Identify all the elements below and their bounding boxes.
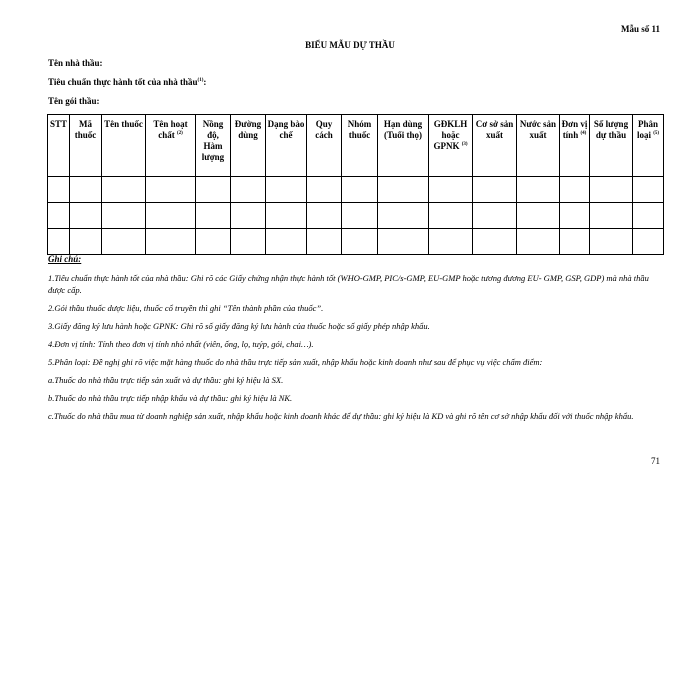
footnote-ref: (4) (580, 131, 587, 136)
table-row (48, 203, 664, 229)
table-cell[interactable] (231, 229, 266, 255)
table-cell[interactable] (590, 203, 633, 229)
column-header-label: Đơn vị tính (561, 119, 588, 140)
column-header (146, 115, 196, 177)
column-header (342, 115, 378, 177)
table-cell[interactable] (517, 229, 560, 255)
table-cell[interactable] (48, 177, 70, 203)
column-header-label: Nhóm thuốc (347, 119, 372, 140)
table-cell[interactable] (266, 229, 307, 255)
note-item: 5.Phân loại: Đề nghị ghi rõ việc mặt hàng thuốc do nhà thầu trực tiếp sản xuất, nhập khẩu hoặc kinh doanh như sau để phục vụ việc chấm điểm: (48, 357, 543, 367)
package-name-field: Tên gói thầu: (48, 96, 100, 106)
table-cell[interactable] (102, 203, 146, 229)
table-cell[interactable] (70, 203, 102, 229)
contractor-name-field: Tên nhà thầu: (48, 58, 103, 68)
table-cell[interactable] (560, 203, 590, 229)
table-cell[interactable] (70, 229, 102, 255)
table-cell[interactable] (196, 229, 231, 255)
table-cell[interactable] (517, 177, 560, 203)
table-cell[interactable] (517, 203, 560, 229)
gmp-standard-label: Tiêu chuẩn thực hành tốt của nhà thầu (48, 77, 198, 87)
table-cell[interactable] (70, 177, 102, 203)
table-cell[interactable] (146, 177, 196, 203)
table-cell[interactable] (231, 203, 266, 229)
table-cell[interactable] (378, 203, 429, 229)
table-cell[interactable] (48, 229, 70, 255)
column-header-label: GĐKLH hoặc GPNK (433, 119, 468, 151)
table-cell[interactable] (307, 229, 342, 255)
column-header-label: Phân loại (636, 119, 658, 140)
note-item: 4.Đơn vị tính: Tính theo đơn vị tính nhỏ nhất (viên, ống, lọ, tuýp, gói, chai…). (48, 339, 314, 349)
form-number: Mẫu số 11 (620, 24, 660, 34)
gmp-standard-colon: : (203, 77, 207, 87)
column-header (517, 115, 560, 177)
column-header-label: Quy cách (315, 119, 333, 140)
column-header (231, 115, 266, 177)
column-header (48, 115, 70, 177)
bid-table (47, 114, 664, 255)
column-header (378, 115, 429, 177)
column-header (196, 115, 231, 177)
table-cell[interactable] (196, 177, 231, 203)
column-header (307, 115, 342, 177)
table-cell[interactable] (102, 177, 146, 203)
column-header-label: Cơ sở sản xuất (475, 119, 514, 140)
form-title: BIỂU MẪU DỰ THẦU (305, 40, 395, 50)
table-cell[interactable] (633, 203, 664, 229)
column-header (560, 115, 590, 177)
table-cell[interactable] (473, 177, 517, 203)
column-header-label: Dạng bào chế (267, 119, 305, 140)
column-header (429, 115, 473, 177)
table-cell[interactable] (560, 177, 590, 203)
table-cell[interactable] (342, 177, 378, 203)
column-header (70, 115, 102, 177)
table-cell[interactable] (429, 177, 473, 203)
column-header (102, 115, 146, 177)
page-number: 71 (651, 456, 660, 466)
column-header-label: Số lượng dự thầu (593, 119, 629, 140)
note-item: b.Thuốc do nhà thầu trực tiếp nhập khẩu và dự thầu: ghi ký hiệu là NK. (48, 393, 293, 403)
table-cell[interactable] (590, 177, 633, 203)
column-header-label: Mã thuốc (74, 119, 97, 140)
column-header (473, 115, 517, 177)
table-body (48, 177, 664, 255)
column-header-label: Nồng độ, Hàm lượng (201, 119, 225, 162)
table-cell[interactable] (266, 203, 307, 229)
gmp-standard-field (48, 77, 206, 87)
table-cell[interactable] (231, 177, 266, 203)
footnote-ref: (3) (461, 142, 468, 147)
note-item: a.Thuốc do nhà thầu trực tiếp sản xuất và dự thầu: ghi ký hiệu là SX. (48, 375, 284, 385)
notes-title: Ghi chú: (48, 254, 82, 264)
column-header-label: Tên thuốc (104, 119, 143, 129)
footnote-ref: (5) (653, 131, 660, 136)
note-item: c.Thuốc do nhà thầu mua từ doanh nghiệp sản xuất, nhập khẩu hoặc kinh doanh khác để dự thầu: ghi ký hiệu là KD và ghi rõ tên cơ sở nhập khẩu đối với thuốc nhập khẩu. (48, 411, 634, 421)
table-cell[interactable] (146, 203, 196, 229)
table-cell[interactable] (633, 177, 664, 203)
table-cell[interactable] (266, 177, 307, 203)
table-cell[interactable] (633, 229, 664, 255)
column-header-label: Hạn dùng (Tuổi thọ) (383, 119, 423, 140)
table-cell[interactable] (429, 203, 473, 229)
table-cell[interactable] (196, 203, 231, 229)
column-header-label: STT (49, 119, 67, 129)
note-item: 1.Tiêu chuẩn thực hành tốt của nhà thầu: Ghi rõ các Giấy chứng nhận thực hành tốt (WHO-GMP, PIC/s-GMP, EU-GMP hoặc tương đương EU- GMP, GSP, GDP) mà nhà thầu được cấp. (48, 273, 649, 295)
column-header (633, 115, 664, 177)
footnote-ref: (2) (176, 131, 183, 136)
table-cell[interactable] (473, 229, 517, 255)
table-cell[interactable] (146, 229, 196, 255)
column-header (266, 115, 307, 177)
table-cell[interactable] (48, 203, 70, 229)
column-header-label: Nước sản xuất (519, 119, 557, 140)
table-header-row (48, 115, 664, 177)
column-header-label: Tên hoạt chất (153, 119, 188, 140)
table-cell[interactable] (590, 229, 633, 255)
table-cell[interactable] (307, 177, 342, 203)
table-cell[interactable] (378, 229, 429, 255)
notes-list (48, 272, 666, 428)
table-cell[interactable] (102, 229, 146, 255)
table-cell[interactable] (473, 203, 517, 229)
table-cell[interactable] (429, 229, 473, 255)
column-header (590, 115, 633, 177)
column-header-label: Đường dùng (234, 119, 262, 140)
table-cell[interactable] (560, 229, 590, 255)
table-row (48, 177, 664, 203)
footnote-ref: (1) (197, 78, 204, 83)
table-cell[interactable] (307, 203, 342, 229)
table-cell[interactable] (342, 229, 378, 255)
table-cell[interactable] (378, 177, 429, 203)
note-item: 2.Gói thầu thuốc dược liệu, thuốc cổ truyền thì ghi “Tên thành phần của thuốc”. (48, 303, 324, 313)
table-row (48, 229, 664, 255)
table-cell[interactable] (342, 203, 378, 229)
note-item: 3.Giấy đăng ký lưu hành hoặc GPNK: Ghi rõ số giấy đăng ký lưu hành của thuốc hoặc số giấy phép nhập khẩu. (48, 321, 430, 331)
